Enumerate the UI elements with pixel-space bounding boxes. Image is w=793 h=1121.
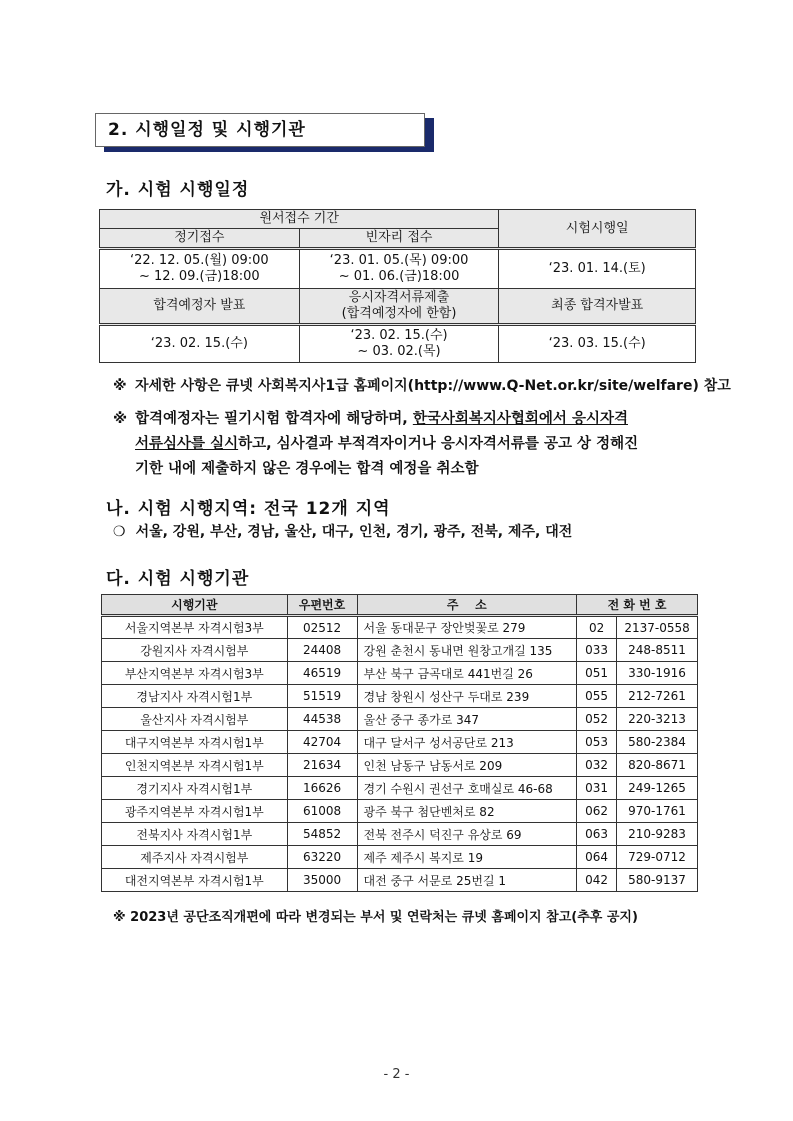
zip-code: 16626 <box>287 777 357 800</box>
footnote: ※ 2023년 공단조직개편에 따라 변경되는 부서 및 연락처는 큐넷 홈페이지 참고(추후 공지) <box>113 910 638 925</box>
phone-number: 970-1761 <box>617 800 698 823</box>
zip-code: 35000 <box>287 869 357 892</box>
col-zip: 우편번호 <box>287 595 357 616</box>
final-header: 최종 합격자발표 <box>499 289 696 325</box>
exam-date: ‘23. 01. 14.(토) <box>499 249 696 289</box>
agency-name: 울산지사 자격시험부 <box>102 708 288 731</box>
area-code: 063 <box>577 823 617 846</box>
regular-period: ‘22. 12. 05.(월) 09:00 ~ 12. 09.(금)18:00 <box>100 249 300 289</box>
address: 경남 창원시 성산구 두대로 239 <box>357 685 577 708</box>
pre-pass-header: 합격예정자 발표 <box>100 289 300 325</box>
phone-number: 820-8671 <box>617 754 698 777</box>
regions-heading: 나. 시험 시행지역: 전국 12개 지역 <box>106 499 391 519</box>
area-code: 055 <box>577 685 617 708</box>
agency-name: 대구지역본부 자격시험1부 <box>102 731 288 754</box>
address: 경기 수원시 권선구 호매실로 46-68 <box>357 777 577 800</box>
agency-name: 인천지역본부 자격시험1부 <box>102 754 288 777</box>
agency-rows <box>102 616 698 892</box>
zip-code: 54852 <box>287 823 357 846</box>
table-row <box>102 639 698 662</box>
table-row <box>102 800 698 823</box>
address: 부산 북구 금곡대로 441번길 26 <box>357 662 577 685</box>
agency-name: 제주지사 자격시험부 <box>102 846 288 869</box>
agency-name: 부산지역본부 자격시험3부 <box>102 662 288 685</box>
agency-name: 서울지역본부 자격시험3부 <box>102 616 288 639</box>
zip-code: 21634 <box>287 754 357 777</box>
table-row <box>102 777 698 800</box>
phone-number: 220-3213 <box>617 708 698 731</box>
phone-number: 580-9137 <box>617 869 698 892</box>
agency-name: 강원지사 자격시험부 <box>102 639 288 662</box>
final-date: ‘23. 03. 15.(수) <box>499 325 696 363</box>
table-row <box>102 823 698 846</box>
col-phone: 전 화 번 호 <box>577 595 698 616</box>
zip-code: 44538 <box>287 708 357 731</box>
zip-code: 24408 <box>287 639 357 662</box>
table-row <box>102 708 698 731</box>
vacancy-header: 빈자리 접수 <box>299 229 499 249</box>
area-code: 031 <box>577 777 617 800</box>
table-row <box>102 754 698 777</box>
phone-number: 580-2384 <box>617 731 698 754</box>
phone-number: 210-9283 <box>617 823 698 846</box>
agency-name: 경남지사 자격시험1부 <box>102 685 288 708</box>
area-code: 052 <box>577 708 617 731</box>
address: 울산 중구 종가로 347 <box>357 708 577 731</box>
exam-date-header: 시험시행일 <box>499 210 696 249</box>
area-code: 042 <box>577 869 617 892</box>
section-title: 2. 시행일정 및 시행기관 <box>95 113 425 147</box>
area-code: 032 <box>577 754 617 777</box>
apply-period-header: 원서접수 기간 <box>100 210 499 229</box>
page-number: - 2 - <box>383 1067 410 1082</box>
area-code: 051 <box>577 662 617 685</box>
phone-number: 729-0712 <box>617 846 698 869</box>
address: 제주 제주시 복지로 19 <box>357 846 577 869</box>
phone-number: 212-7261 <box>617 685 698 708</box>
table-row <box>102 846 698 869</box>
area-code: 053 <box>577 731 617 754</box>
table-row <box>102 662 698 685</box>
pre-pass-note: ※ 합격예정자는 필기시험 합격자에 해당하며, 한국사회복지사협회에서 응시자격 서류심사를 실시하고, 심사결과 부적격자이거나 응시자격서류를 공고 상 정해진 기한 내에 제출하지 않은 경우에는 합격 예정을 취소함 <box>113 411 639 477</box>
area-code: 033 <box>577 639 617 662</box>
address: 인천 남동구 남동서로 209 <box>357 754 577 777</box>
table-row <box>102 869 698 892</box>
zip-code: 51519 <box>287 685 357 708</box>
pre-pass-date: ‘23. 02. 15.(수) <box>100 325 300 363</box>
area-code: 064 <box>577 846 617 869</box>
address: 서울 동대문구 장안벚꽃로 279 <box>357 616 577 639</box>
agencies-heading: 다. 시험 시행기관 <box>106 569 250 589</box>
zip-code: 63220 <box>287 846 357 869</box>
agency-name: 대전지역본부 자격시험1부 <box>102 869 288 892</box>
table-row <box>102 685 698 708</box>
phone-number: 249-1265 <box>617 777 698 800</box>
area-code: 02 <box>577 616 617 639</box>
schedule-table <box>99 209 696 363</box>
phone-number: 2137-0558 <box>617 616 698 639</box>
address: 대구 달서구 성서공단로 213 <box>357 731 577 754</box>
address: 광주 북구 첨단벤처로 82 <box>357 800 577 823</box>
col-address: 주 소 <box>357 595 577 616</box>
zip-code: 02512 <box>287 616 357 639</box>
address: 강원 춘천시 동내면 원창고개길 135 <box>357 639 577 662</box>
agency-name: 광주지역본부 자격시험1부 <box>102 800 288 823</box>
table-row <box>102 731 698 754</box>
regions-list: ❍ 서울, 강원, 부산, 경남, 울산, 대구, 인천, 경기, 광주, 전북, 제주, 대전 <box>113 524 573 540</box>
area-code: 062 <box>577 800 617 823</box>
schedule-heading: 가. 시험 시행일정 <box>106 180 250 200</box>
docs-period: ‘23. 02. 15.(수) ~ 03. 02.(목) <box>299 325 499 363</box>
vacancy-period: ‘23. 01. 05.(목) 09:00 ~ 01. 06.(금)18:00 <box>299 249 499 289</box>
address: 대전 중구 서문로 25번길 1 <box>357 869 577 892</box>
detail-note: ※ 자세한 사항은 큐넷 사회복지사1급 홈페이지(http://www.Q-Net.or.kr/site/welfare) 참고 <box>113 378 731 394</box>
phone-number: 330-1916 <box>617 662 698 685</box>
table-row <box>102 616 698 639</box>
agency-name: 경기지사 자격시험1부 <box>102 777 288 800</box>
agency-name: 전북지사 자격시험1부 <box>102 823 288 846</box>
zip-code: 42704 <box>287 731 357 754</box>
zip-code: 61008 <box>287 800 357 823</box>
regular-header: 정기접수 <box>100 229 300 249</box>
agencies-table <box>101 594 698 892</box>
phone-number: 248-8511 <box>617 639 698 662</box>
docs-header: 응시자격서류제출 (합격예정자에 한함) <box>299 289 499 325</box>
col-agency: 시행기관 <box>102 595 288 616</box>
address: 전북 전주시 덕진구 유상로 69 <box>357 823 577 846</box>
zip-code: 46519 <box>287 662 357 685</box>
